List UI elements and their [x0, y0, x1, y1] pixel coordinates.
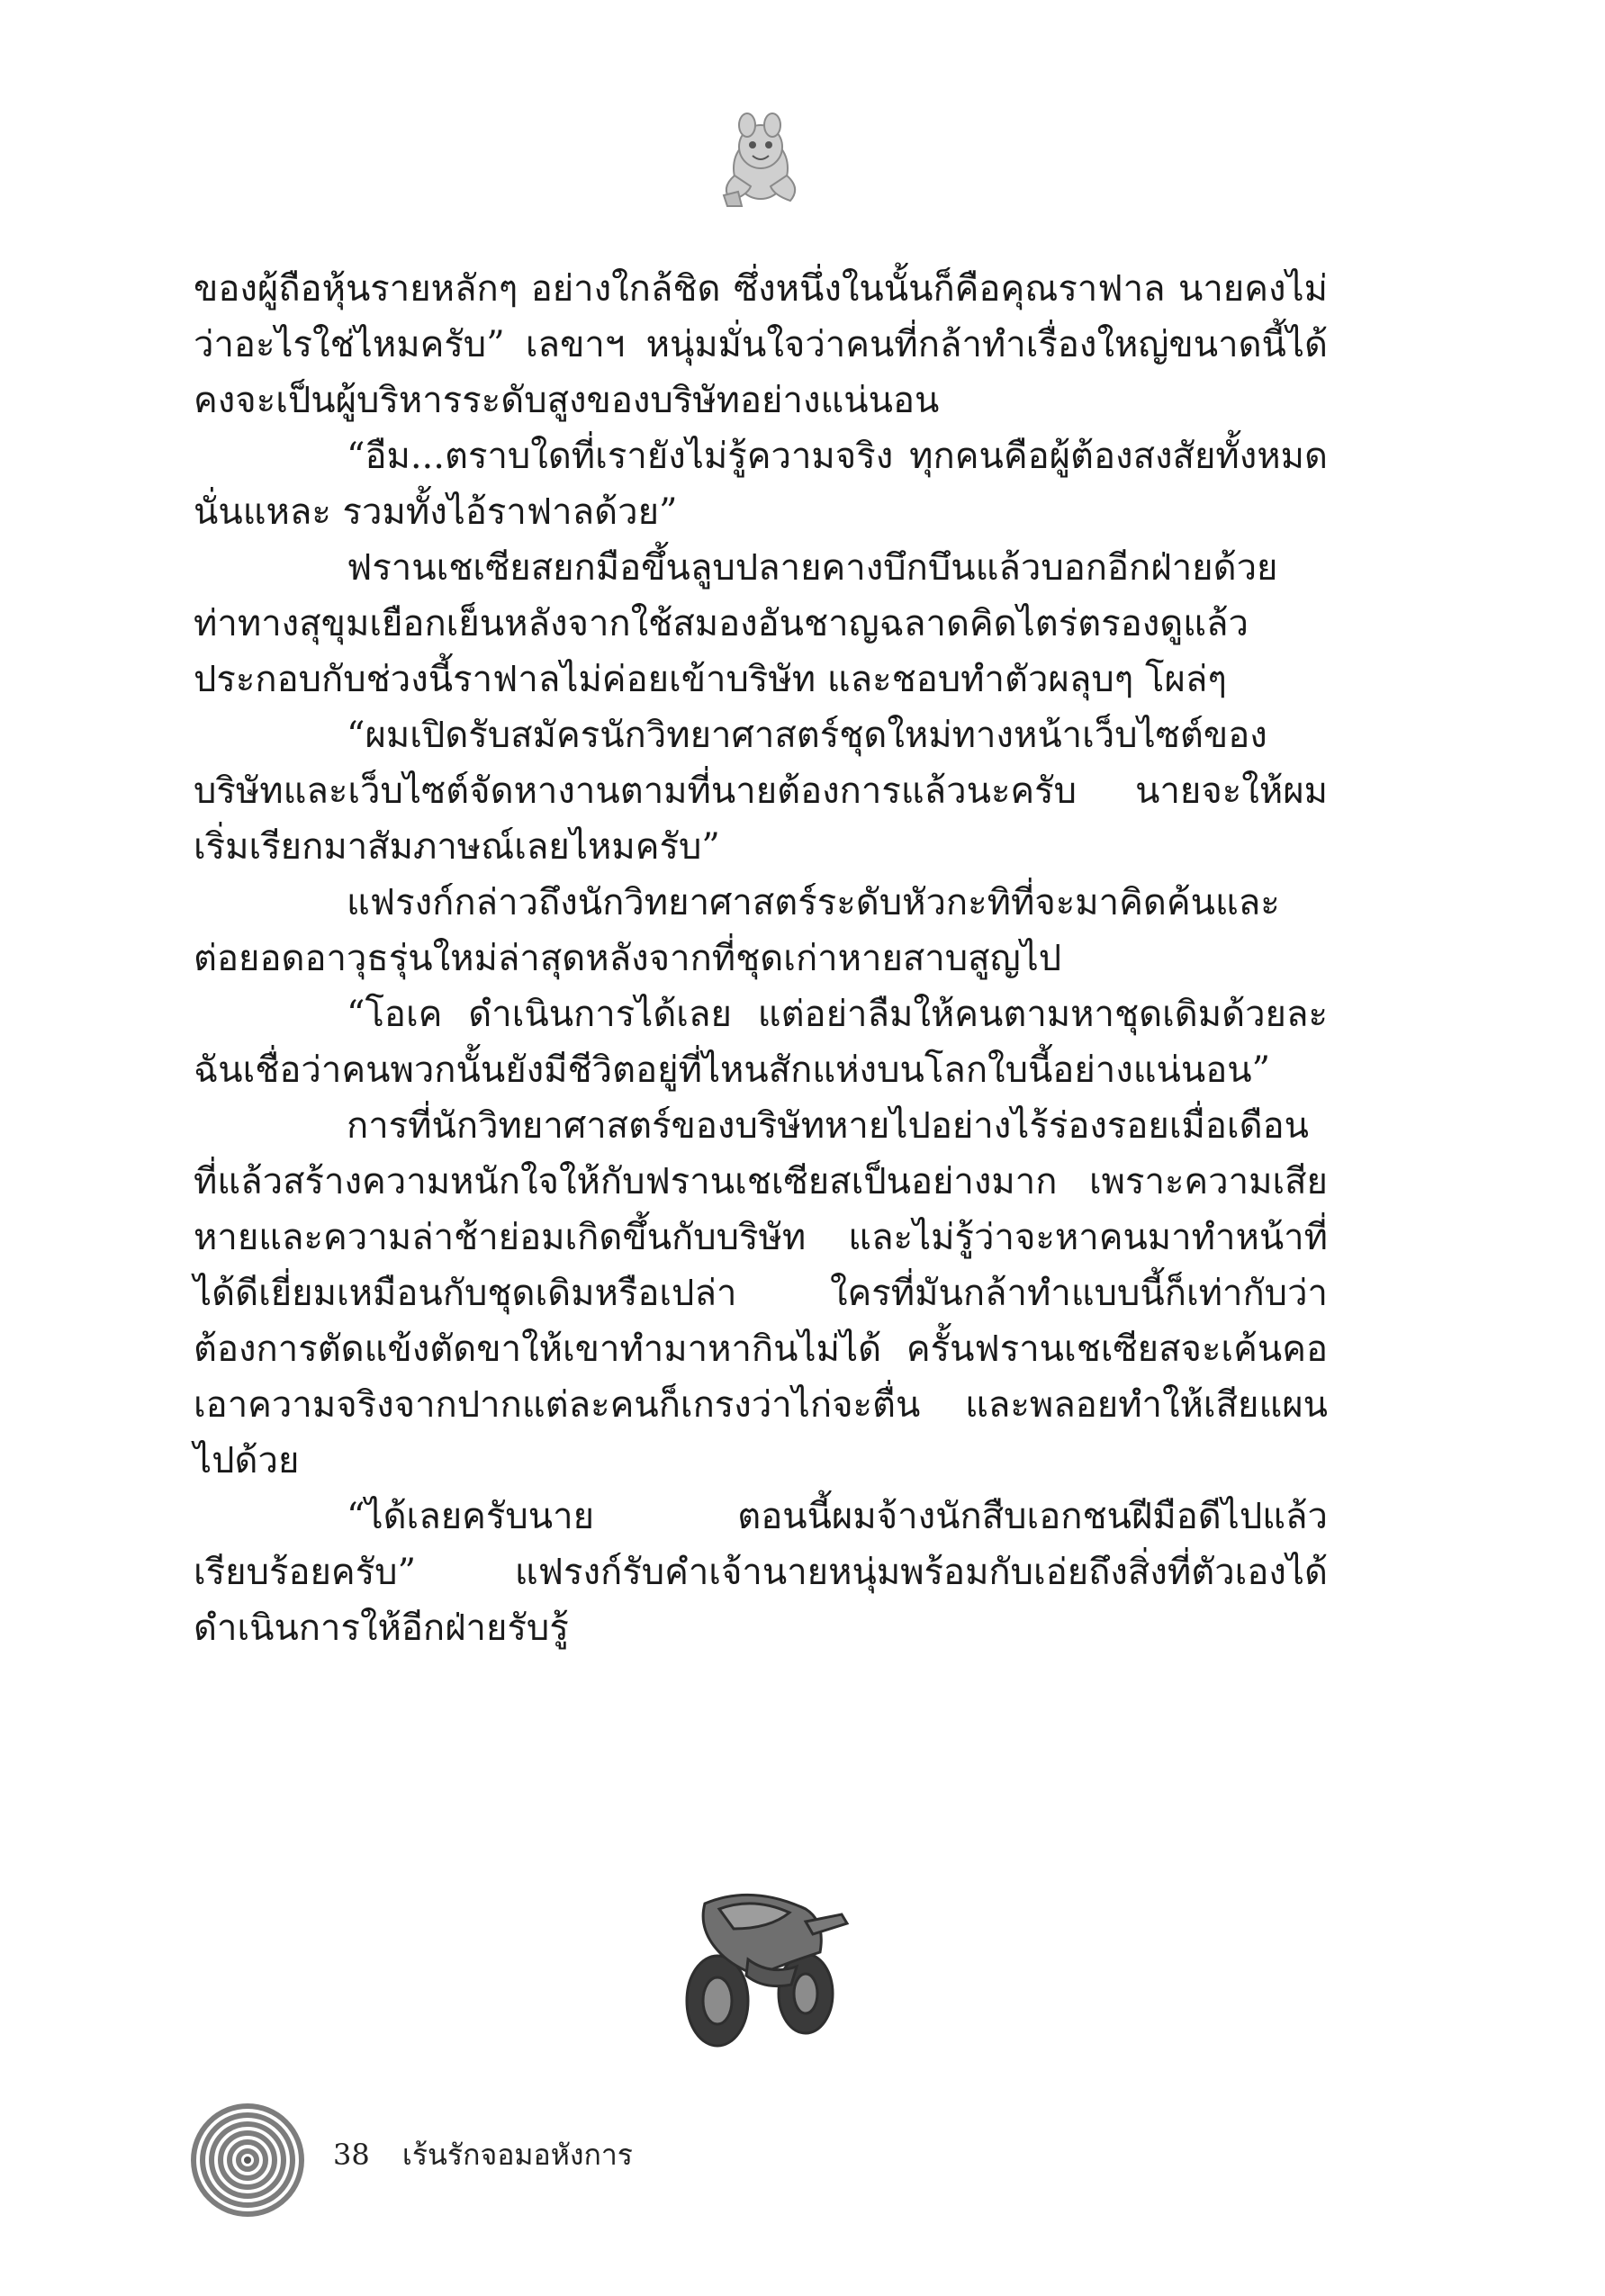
paragraph: ฟรานเชเซียสยกมือขึ้นลูบปลายคางบึกบึนแล้วบอกอีกฝ่ายด้วยท่าทางสุขุมเยือกเย็นหลังจากใช้สมองอันชาญฉลาดคิดไตร่ตรองดูแล้วประกอบกับช่วงนี้ราฟาลไม่ค่อยเข้าบริษัท และชอบทำตัวผลุบๆ โผล่ๆ — [194, 547, 1278, 700]
paragraph: “โอเค ดำเนินการได้เลย แต่อย่าลืมให้คนตามหาชุดเดิมด้วยละฉันเชื่อว่าคนพวกนั้นยังมีชีวิตอยู่ที่ไหนสักแห่งบนโลกใบนี้อย่างแน่นอน” — [194, 994, 1328, 1091]
page-number: 38 — [333, 2138, 370, 2172]
motorcycle-icon — [671, 1877, 860, 2052]
cartoon-mascot-icon — [711, 113, 810, 212]
book-title: เร้นรักจอมอหังการ — [401, 2138, 633, 2172]
paragraph: การที่นักวิทยาศาสตร์ของบริษัทหายไปอย่างไร้ร่องรอยเมื่อเดือนที่แล้วสร้างความหนักใจให้กับฟรานเชเซียสเป็นอย่างมาก เพราะความเสียหายและความล่าช้าย่อมเกิดขึ้นกับบริษัท และไม่รู้ว่าจะหาคนมาทำหน้าที่ได้ดีเยี่ยมเหมือนกับชุดเดิมหรือเปล่า ใครที่มันกล้าทำแบบนี้ก็เท่ากับว่าต้องการตัดแข้งตัดขาให้เขาทำมาหากินไม่ได้ ครั้นฟรานเชเซียสจะเค้นคอเอาความจริงจากปากแต่ละคนก็เกรงว่าไก่จะตื่น และพลอยทำให้เสียแผนไปด้วย — [194, 1105, 1328, 1481]
paragraph: “ผมเปิดรับสมัครนักวิทยาศาสตร์ชุดใหม่ทางหน้าเว็บไซต์ของบริษัทและเว็บไซต์จัดหางานตามที่นายต้องการแล้วนะครับ นายจะให้ผมเริ่มเรียกมาสัมภาษณ์เลยไหมครับ” — [194, 715, 1328, 868]
paragraph: ของผู้ถือหุ้นรายหลักๆ อย่างใกล้ชิด ซึ่งหนึ่งในนั้นก็คือคุณราฟาล นายคงไม่ว่าอะไรใช่ไหมครับ” เลขาฯ หนุ่มมั่นใจว่าคนที่กล้าทำเรื่องใหญ่ขนาดนี้ได้คงจะเป็นผู้บริหารระดับสูงของบริษัทอย่างแน่นอน — [194, 268, 1328, 421]
page-footer — [333, 2135, 633, 2174]
target-icon — [189, 2102, 306, 2219]
paragraph: “ได้เลยครับนาย ตอนนี้ผมจ้างนักสืบเอกชนฝีมือดีไปแล้วเรียบร้อยครับ” แฟรงก์รับคำเจ้านายหนุ่มพร้อมกับเอ่ยถึงสิ่งที่ตัวเองได้ดำเนินการให้อีกฝ่ายรับรู้ — [194, 1496, 1328, 1649]
body-text — [194, 261, 1328, 1656]
paragraph: “อืม...ตราบใดที่เรายังไม่รู้ความจริง ทุกคนคือผู้ต้องสงสัยทั้งหมดนั่นแหละ รวมทั้งไอ้ราฟาลด้วย” — [194, 436, 1328, 533]
paragraph: แฟรงก์กล่าวถึงนักวิทยาศาสตร์ระดับหัวกะทิที่จะมาคิดค้นและต่อยอดอาวุธรุ่นใหม่ล่าสุดหลังจากที่ชุดเก่าหายสาบสูญไป — [194, 882, 1280, 979]
